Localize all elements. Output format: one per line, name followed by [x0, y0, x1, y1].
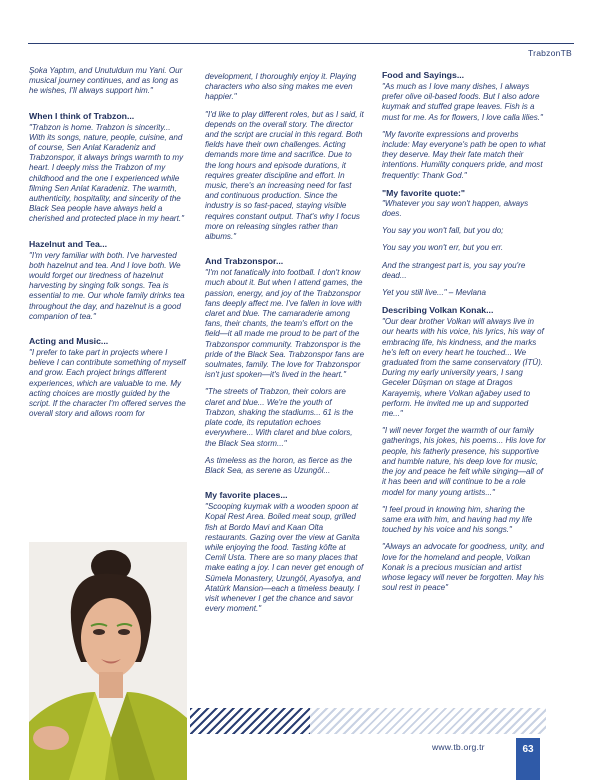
paragraph: "I feel proud in knowing him, sharing the same era with him, and having had my life touched by his voice and his songs." [382, 504, 533, 535]
paragraph: "I'm not fanatically into football. I don't know much about it. But when I attend games, the passion, energy, and joy of the Trabzonspor fans deeply affect me. I've fallen in love with claret and blue. The camaraderie among fans, their chants, the team's effort on the field—it all made me proud to be part of the Trabzonspor community. Trabzonspor is the pride of the Black Sea. Trabzonspor fans are soulmates, family. The love for Trabzonspor isn't just spoken—it's lived in the heart." [205, 268, 365, 380]
quote-line: And the strangest part is, you say you're dead... [382, 260, 526, 280]
quote-line: Yet you still live..." – Mevlana [382, 288, 486, 298]
article-column-3 [382, 70, 546, 600]
paragraph: "I will never forget the warmth of our family gatherings, his jokes, his poems... His love for people, his fatherly presence, his supportive and humble nature, his deep love for music, the joy and peace he felt while singing—all of it has been and will continue to be a role model for many young artists..." [382, 426, 546, 497]
paragraph: "Scooping kuymak with a wooden spoon at Kopal Rest Area. Boiled meat soup, grilled fish at Bordo Mavi and Kaan Olta restaurants. Gazing over the view at Ganita while enjoying the food. Tasting köfte at Cemil Usta. There are so many places that make eating a joy. I can never get enough of Sümela Monastery, Uzungöl, Ayasofya, and Atatürk Mansion—each a timeless beauty. I visit whenever I get the chance and savor every moment." [205, 502, 364, 614]
section-heading: Food and Sayings... [382, 70, 465, 80]
page-number-tab [516, 738, 540, 780]
portrait-illustration [29, 542, 187, 780]
page-number: 63 [522, 744, 534, 755]
paragraph: "I prefer to take part in projects where I believe I can contribute something of myself and grow. Each project brings different experiences, which are valuable to me. My acting choices are mostly guided by the script. If the character I'm offered serves the overall story and allows room for [29, 348, 186, 419]
quote-line: "Whatever you say won't happen, always does. [382, 198, 529, 219]
paragraph: "As much as I love many dishes, I always prefer olive oil-based foods. But I also adore kuymak and stuffed grape leaves. Fish is a must for me. As for flowers, I love calla lilies." [382, 82, 543, 122]
paragraph: "I'm very familiar with both. I've harvested both hazelnut and tea. And I love both. We would forget our tiredness of hazelnut harvesting by singing folk songs. Tea is essential to me. Our whole family drinks tea throughout the day, and hazelnut is a good companion of tea." [29, 250, 185, 321]
portrait-photo [29, 542, 187, 780]
paragraph: "Trabzon is home. Trabzon is sincerity... With its songs, nature, people, cuisine, and of course, Sen Anlat Karadeniz and Trabzonspor, it always brings warmth to my heart. I deeply miss the Trabzon of my childhood and the one I experienced while filming Sen Anlat Karadeniz. The warmth, authenticity, hospitality, and sincerity of the Black Sea people have always held a cherished and protected place in my heart." [29, 122, 184, 224]
decorative-stripe-band [190, 708, 546, 734]
footer-website: www.tb.org.tr [432, 742, 485, 752]
paragraph: "Our dear brother Volkan will always live in our hearts with his voice, his lyrics, his way of embracing life, his kindness, and the marks he's left on every heart he touched... We graduated from the same conservatory (İTÜ). During my early university years, I sang Geceler Düşman on stage at Dragos Karayemiş, where Volkan ağabey used to perform. He invited me up and supported me..." [382, 317, 544, 419]
section-heading: My favorite places... [205, 490, 288, 501]
article-column-1 [29, 66, 186, 426]
decorative-stripe-dark [190, 708, 310, 734]
section-heading: Acting and Music... [29, 336, 109, 347]
paragraph: "The streets of Trabzon, their colors are claret and blue... We're the youth of Trabzon, shaking the stadiums... 61 is the plate code, its reputation echoes everywhere... With claret and blue colors, the Black Sea storm..." [205, 387, 354, 448]
paragraph: As timeless as the horon, as fierce as the Black Sea, as serene as Uzungöl... [205, 455, 353, 475]
paragraph: development, I thoroughly enjoy it. Playing characters who also sing makes me even happier." [205, 72, 357, 102]
quote-line: You say you won't fall, but you do; [382, 226, 504, 236]
paragraph: "My favorite expressions and proverbs include: May everyone's path be open to what they deserve. May their fate match their intentions. Humility conquers pride, and most frequently: Thank God." [382, 129, 546, 180]
section-heading: Hazelnut and Tea... [29, 238, 108, 249]
section-heading: Describing Volkan Konak... [382, 305, 494, 316]
article-column-2 [205, 72, 365, 621]
paragraph: "I'd like to play different roles, but as I said, it depends on the overall story. The director and the script are crucial in this regard. Both fields have their own challenges. Acting demands more time and sacrifice. Due to the long hours and episode durations, it requires greater discipline and effort. In music, there's an increasing need for fast and continuous production. Since the industry is so fast-paced, staying visible requires constant output. That's why I focus more on releasing singles rather than albums." [205, 109, 364, 242]
magazine-brand: TrabzonTB [528, 48, 572, 58]
section-heading: And Trabzonspor... [205, 256, 284, 267]
paragraph: Şoka Yaptım, and Unutulduın mu Yani. Our musical journey continues, and as long as he wishes, I'll always support him." [29, 66, 183, 96]
quote-heading: "My favorite quote:" [382, 187, 466, 198]
header-rule [28, 43, 574, 44]
quote-line: You say you won't err, but you err. [382, 243, 504, 253]
paragraph: "Always an advocate for goodness, unity, and love for the homeland and people, Volkan Konak is a precious musician and artist whose legacy will never be forgotten. May his soul rest in peace" [382, 542, 544, 593]
section-heading: When I think of Trabzon... [29, 110, 135, 121]
